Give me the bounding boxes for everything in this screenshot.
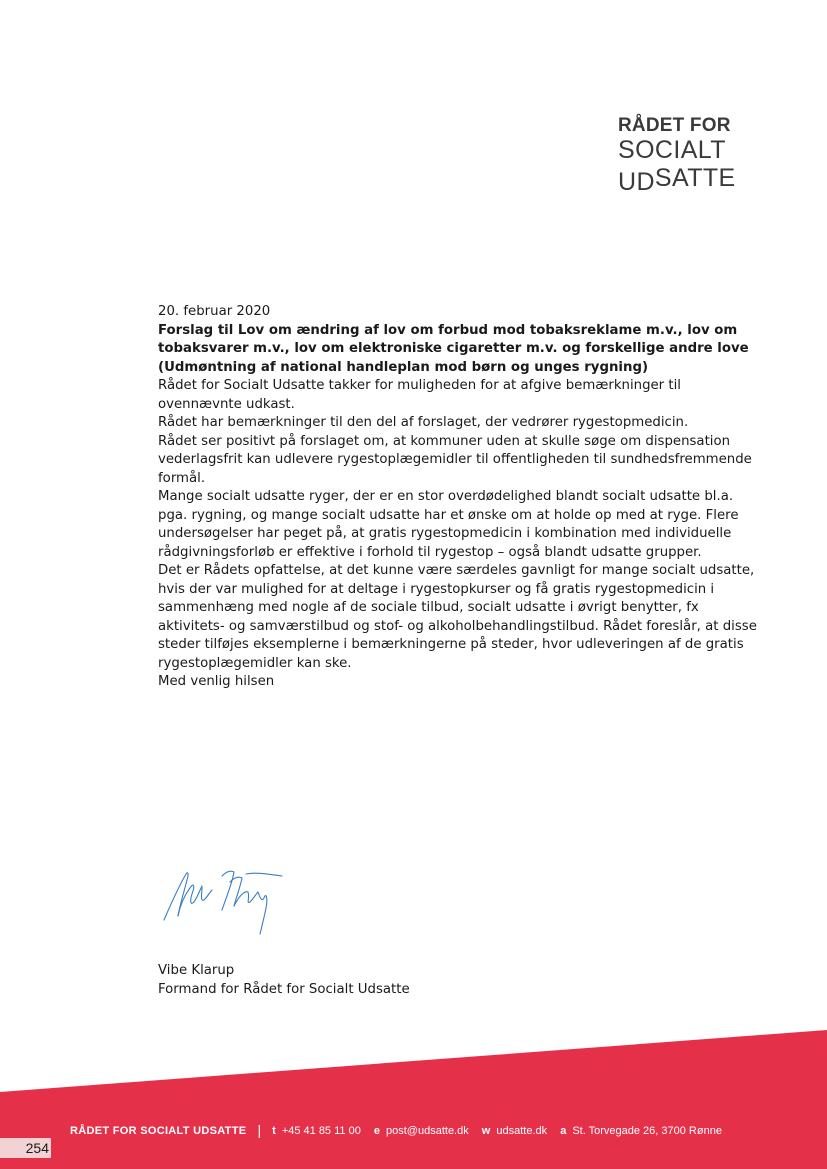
- footer-web-key: w: [481, 1125, 491, 1137]
- logo-line-3-ud: UD: [618, 168, 655, 196]
- footer-band: [0, 1030, 827, 1169]
- council-logo: [618, 115, 758, 197]
- logo-line-2: SOCIALT: [618, 136, 726, 164]
- logo-line-3-satte: SATTE: [654, 164, 736, 192]
- paragraph-1: Rådet for Socialt Udsatte takker for muligheden for at afgive bemærkninger til ovennævnte udkast.: [158, 378, 681, 412]
- signer-title: Formand for Rådet for Socialt Udsatte: [158, 981, 410, 997]
- letter-body: [158, 303, 758, 692]
- signer-block: [158, 962, 410, 999]
- paragraph-2: Rådet har bemærkninger til den del af forslaget, der vedrører rygestopmedicin.: [158, 415, 689, 430]
- footer-email-key: e: [373, 1125, 381, 1137]
- letter-subject: Forslag til Lov om ændring af lov om forbud mod tobaksreklame m.v., lov om tobaksvarer m.v., lov om elektroniske cigaretter m.v. og forskellige andre love (Udmøntning af national handleplan mod børn og unges rygning): [158, 322, 749, 375]
- footer-phone-key: t: [272, 1125, 276, 1137]
- paragraph-4: Mange socialt udsatte ryger, der er en stor overdødelighed blandt socialt udsatte bl.a. pga. rygning, og mange socialt udsatte har et ønske om at holde op med at ryge. Flere undersøgelser har peget på, at gratis rygestopmedicin i kombination med individuelle rådgivningsforløb er effektive i forhold til rygestop – også blandt udsatte grupper.: [158, 489, 739, 560]
- footer-contact-line: [70, 1123, 770, 1138]
- logo-line-1: RÅDET FOR: [618, 115, 731, 136]
- handwritten-signature: [160, 862, 290, 942]
- closing-salutation: Med venlig hilsen: [158, 674, 275, 689]
- logo-line-3: [618, 164, 758, 197]
- paragraph-5: Det er Rådets opfattelse, at det kunne være særdeles gavnligt for mange socialt udsatte, hvis der var mulighed for at deltage i rygestopkurser og få gratis rygestopmedicin i sammenhæng med nogle af de sociale tilbud, socialt udsatte i øvrigt benytter, fx aktivitets- og samværstilbud og stof- og alkoholbehandlingstilbud. Rådet foreslår, at disse steder tilføjes eksemplerne i bemærkningerne på steder, hvor udleveringen af de gratis rygestoplægemidler kan ske.: [158, 563, 757, 671]
- footer-address-key: a: [560, 1125, 567, 1137]
- paragraph-3: Rådet ser positivt på forslaget om, at kommuner uden at skulle søge om dispensation vederlagsfrit kan udlevere rygestoplægemidler til offentligheden til sundhedsfremmende formål.: [158, 433, 752, 486]
- signer-name: Vibe Klarup: [158, 963, 235, 978]
- page-number: 254: [0, 1138, 51, 1158]
- footer-email[interactable]: post@udsatte.dk: [386, 1125, 469, 1137]
- footer-address: St. Torvegade 26, 3700 Rønne: [572, 1125, 722, 1137]
- footer-separator: |: [257, 1122, 262, 1138]
- footer-web[interactable]: udsatte.dk: [496, 1125, 548, 1137]
- footer-phone: +45 41 85 11 00: [281, 1125, 361, 1137]
- letter-date: 20. februar 2020: [158, 304, 271, 319]
- footer-org-name: RÅDET FOR SOCIALT UDSATTE: [70, 1125, 247, 1137]
